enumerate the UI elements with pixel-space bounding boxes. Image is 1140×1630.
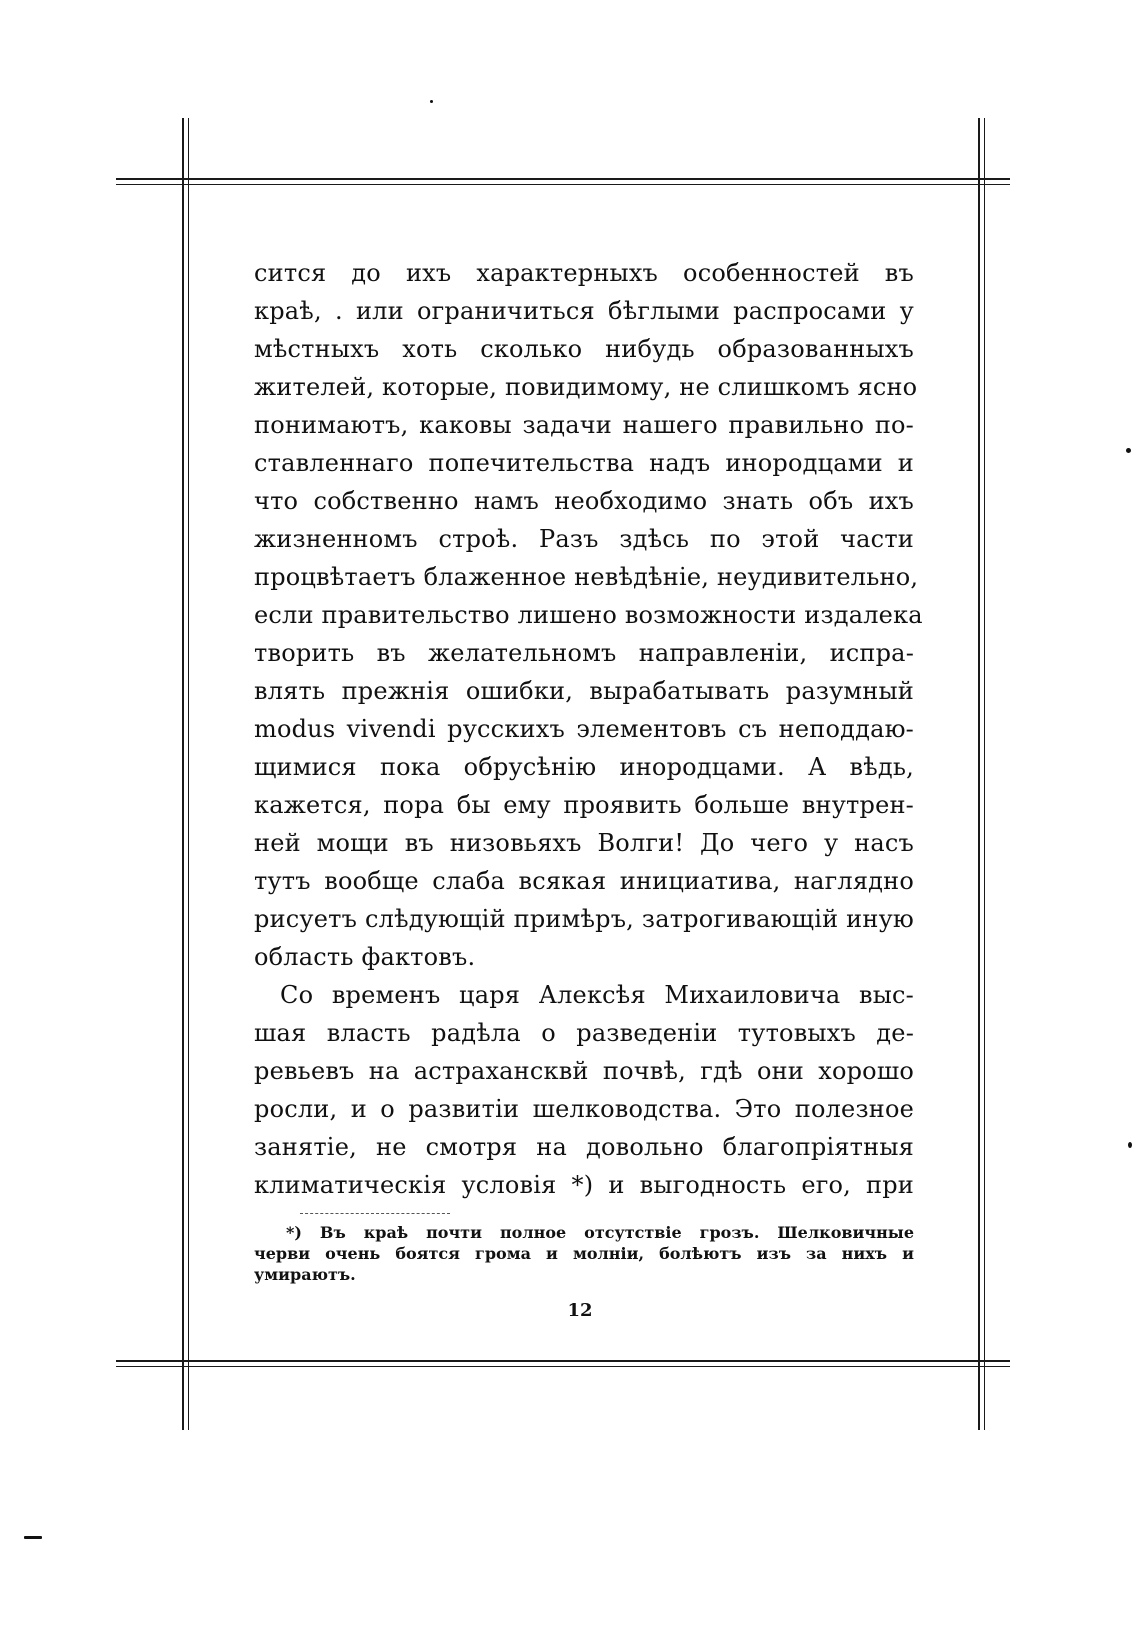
page-number: 12	[567, 1300, 593, 1321]
scan-speck	[1126, 448, 1131, 453]
text-line: занятіе, не смотря на довольно благопріятныя	[254, 1133, 914, 1161]
top-rule-inner	[116, 184, 1010, 185]
text-line: если правительство лишено возможности издалека	[254, 601, 923, 629]
scan-speck	[24, 1536, 42, 1539]
text-line: что собственно намъ необходимо знать объ ихъ	[254, 487, 914, 515]
paragraph-first-line: Со временъ царя Алексѣя Михаиловича выс-	[280, 981, 914, 1009]
text-line: сится до ихъ характерныхъ особенностей въ	[254, 259, 914, 287]
footnote-line: черви очень боятся грома и молніи, болѣютъ изъ за нихъ и	[254, 1244, 914, 1263]
text-line: процвѣтаетъ блаженное невѣдѣніе, неудивительно,	[254, 563, 919, 591]
text-line: понимаютъ, каковы задачи нашего правильно по-	[254, 411, 914, 439]
footnote-separator	[300, 1213, 450, 1215]
text-line: кажется, пора бы ему проявить больше внутрен-	[254, 791, 914, 819]
text-line: ней мощи въ низовьяхъ Волги! До чего у насъ	[254, 829, 914, 857]
text-line: ревьевъ на астрахансквй почвѣ, гдѣ они хорошо	[254, 1057, 914, 1085]
text-line: рисуетъ слѣдующій примѣръ, затрогивающій иную	[254, 905, 914, 933]
text-line: творить въ желательномъ направленіи, испра-	[254, 639, 914, 667]
text-line: мѣстныхъ хоть сколько нибудь образованныхъ	[254, 335, 914, 363]
text-line: росли, и о развитіи шелководства. Это полезное	[254, 1095, 914, 1123]
text-line: жизненномъ строѣ. Разъ здѣсь по этой части	[254, 525, 914, 553]
right-rule-inner	[984, 118, 985, 1430]
scan-speck	[430, 100, 433, 103]
bottom-rule-outer	[116, 1360, 1010, 1362]
text-line: климатическія условія *) и выгодность его, при	[254, 1171, 914, 1199]
footnote	[254, 1222, 914, 1285]
scan-speck	[1128, 1142, 1132, 1148]
text-line: тутъ вообще слаба всякая инициатива, наглядно	[254, 867, 914, 895]
top-rule-outer	[116, 178, 1010, 180]
bottom-rule-inner	[116, 1366, 1010, 1367]
text-line: шая власть радѣла о разведеніи тутовыхъ де-	[254, 1019, 914, 1047]
text-line: жителей, которые, повидимому, не слишкомъ ясно	[254, 373, 918, 401]
left-rule-outer	[182, 118, 184, 1430]
text-line: область фактовъ.	[254, 943, 476, 971]
footnote-line: *) Въ краѣ почти полное отсутствіе грозъ. Шелковичные	[286, 1223, 914, 1242]
text-line: влять прежнія ошибки, вырабатывать разумный	[254, 677, 914, 705]
left-rule-inner	[188, 118, 189, 1430]
body-text	[254, 254, 923, 1204]
footnote-line: умираютъ.	[254, 1265, 356, 1284]
text-line: краѣ, . или ограничиться бѣглыми распросами у	[254, 297, 914, 325]
text-line: ставленнаго попечительства надъ инородцами и	[254, 449, 914, 477]
text-line: щимися пока обрусѣнію инородцами. А вѣдь,	[254, 753, 914, 781]
text-line: modus vivendi русскихъ элементовъ съ неподдаю-	[254, 715, 914, 743]
right-rule-outer	[978, 118, 980, 1430]
